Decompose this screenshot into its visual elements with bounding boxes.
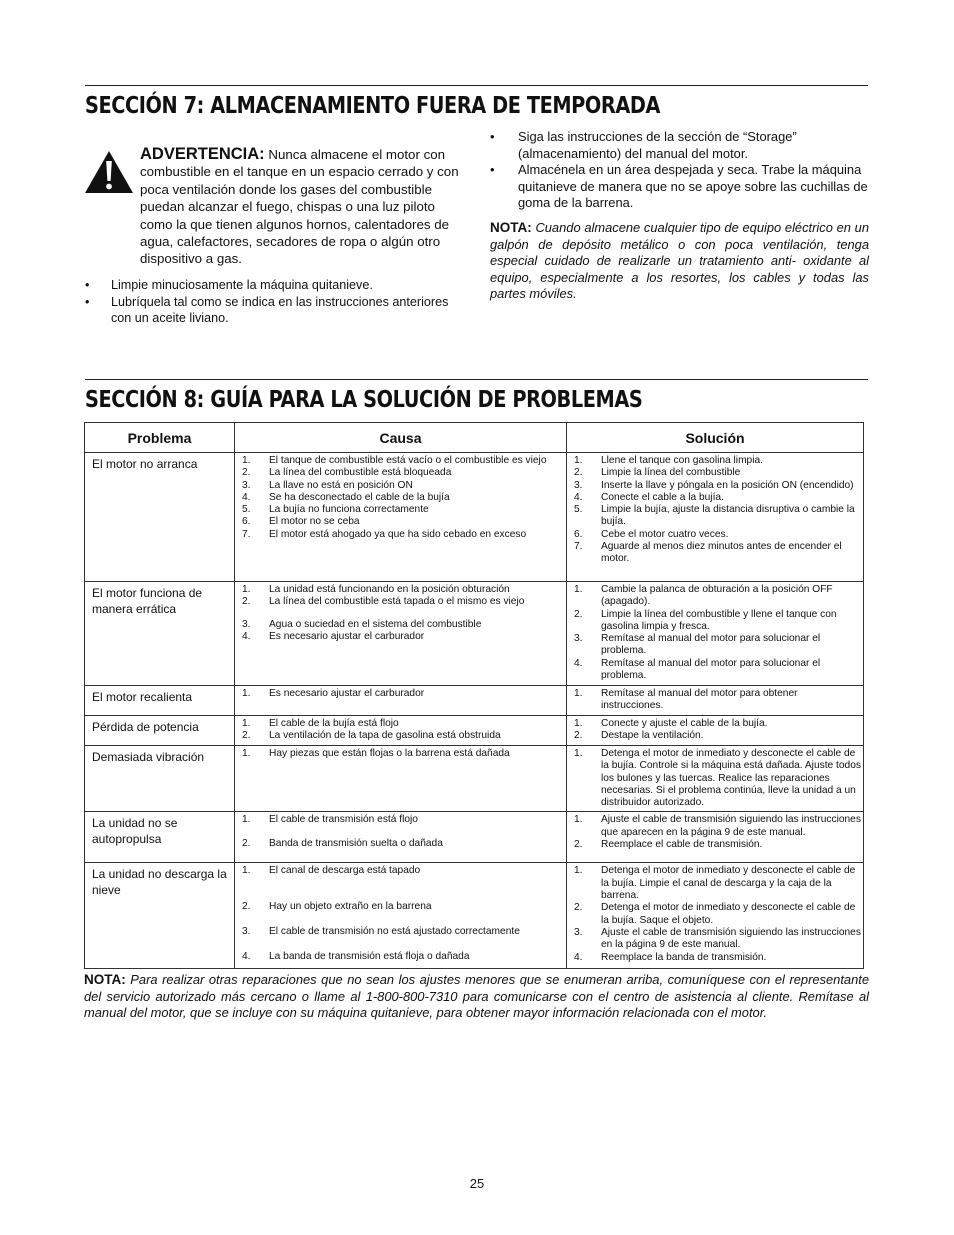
- storage-bullets-right: [490, 129, 870, 212]
- list-item-number: 1.: [242, 748, 251, 759]
- list-item-number: 5.: [574, 504, 583, 516]
- list-item-number: 3.: [242, 618, 251, 630]
- list-item: [235, 455, 566, 467]
- list-item-number: 1.: [574, 865, 583, 877]
- list-item-text: La bujía no funciona correctamente: [269, 504, 429, 516]
- list-item-text: Destape la ventilación.: [601, 730, 704, 742]
- solution-cell: [567, 716, 864, 746]
- list-item-text: Limpie la línea del combustible: [601, 467, 741, 479]
- list-item-number: 3.: [574, 926, 583, 938]
- list-item-text: Limpie la línea del combustible y llene el tanque con gasolina limpia y fresca.: [601, 608, 837, 632]
- list-item: [567, 541, 863, 566]
- list-item-text: Banda de transmisión suelta o dañada: [269, 837, 443, 849]
- list-item: [567, 718, 863, 730]
- solution-list: [567, 746, 863, 811]
- list-item-number: 3.: [574, 479, 583, 491]
- list-item: [567, 504, 863, 529]
- list-item: [567, 865, 863, 902]
- list-item-text: Cebe el motor cuatro veces.: [601, 528, 729, 540]
- list-item-number: 2.: [242, 837, 251, 849]
- solution-cell: [567, 863, 864, 969]
- solution-cell: [567, 812, 864, 863]
- list-item-number: 1.: [242, 718, 251, 729]
- list-item-number: 1.: [242, 865, 251, 877]
- list-item-number: 2.: [242, 900, 251, 912]
- problem-cell: El motor recalienta: [85, 686, 235, 716]
- table-row: [85, 582, 864, 686]
- cause-cell: [235, 746, 567, 812]
- problem-cell: La unidad no descarga la nieve: [85, 863, 235, 969]
- list-item-number: 1.: [574, 584, 583, 595]
- solution-list: [567, 686, 863, 715]
- bottom-note: [84, 972, 869, 1022]
- list-item: [567, 633, 863, 658]
- list-item-text: La llave no está en posición ON: [269, 479, 413, 491]
- table-row: [85, 812, 864, 863]
- solution-list: [567, 863, 863, 965]
- list-item-number: 6.: [242, 516, 251, 528]
- warning-triangle-icon: [84, 150, 134, 194]
- list-item-text: Conecte y ajuste el cable de la bujía.: [601, 718, 768, 729]
- list-item-text: Limpie la bujía, ajuste la distancia disruptiva o cambie la bujía.: [601, 504, 855, 528]
- list-item-number: 4.: [574, 491, 583, 503]
- problem-cell: La unidad no se autopropulsa: [85, 812, 235, 863]
- list-item: [567, 814, 863, 839]
- cause-list: [235, 746, 566, 762]
- list-item: [235, 619, 566, 631]
- list-item-number: 2.: [574, 608, 583, 620]
- list-item: [567, 902, 863, 927]
- list-item-number: 2.: [574, 839, 583, 851]
- list-item-number: 2.: [242, 596, 251, 608]
- table-row: [85, 453, 864, 582]
- cause-cell: [235, 863, 567, 969]
- list-item: [567, 748, 863, 809]
- list-item: [567, 480, 863, 492]
- cause-list: [235, 453, 566, 543]
- list-item: [235, 516, 566, 528]
- list-item: [567, 688, 863, 713]
- list-item: [235, 492, 566, 504]
- problem-cell: Pérdida de potencia: [85, 716, 235, 746]
- list-item: [235, 467, 566, 479]
- list-item: [567, 609, 863, 634]
- list-item: • Limpie minuciosamente la máquina quitanieve.: [85, 277, 465, 294]
- list-item: [235, 596, 566, 608]
- cause-cell: [235, 686, 567, 716]
- list-item-number: 3.: [242, 926, 251, 938]
- list-item: [235, 951, 566, 963]
- page-number: 25: [469, 1176, 485, 1191]
- list-item: [567, 529, 863, 541]
- list-item: [567, 658, 863, 683]
- list-item: [235, 584, 566, 596]
- list-item-number: 1.: [574, 718, 583, 729]
- list-item: [235, 901, 566, 913]
- section8-top-rule: [85, 379, 868, 380]
- storage-bullets-left: [85, 277, 465, 327]
- list-item-number: 1.: [574, 455, 583, 466]
- list-item-text: El cable de la bujía está flojo: [269, 718, 399, 729]
- list-item: [567, 730, 863, 742]
- list-item-text: Ajuste el cable de transmisión siguiendo las instrucciones en la página 9 de este manual.: [601, 926, 861, 951]
- list-item-text: Se ha desconectado el cable de la bujía: [269, 491, 450, 503]
- cause-list: [235, 716, 566, 745]
- list-item: [235, 865, 566, 877]
- list-item-text: Detenga el motor de inmediato y desconecte el cable de la bujía. Saque el objeto.: [601, 902, 856, 926]
- list-item-text: Ajuste el cable de transmisión siguiendo las instrucciones que aparecen en la página 9 de este manual.: [601, 814, 861, 838]
- list-item-number: 1.: [242, 455, 251, 466]
- list-item-text: Es necesario ajustar el carburador: [269, 688, 425, 699]
- solution-cell: [567, 453, 864, 582]
- list-item: [567, 927, 863, 952]
- list-item: [235, 748, 566, 760]
- list-item-text: Conecte el cable a la bujía.: [601, 491, 724, 503]
- solution-cell: [567, 746, 864, 812]
- list-item-number: 2.: [574, 467, 583, 479]
- list-item-text: Remítase al manual del motor para solucionar el problema.: [601, 633, 821, 657]
- list-item-text: Agua o suciedad en el sistema del combustible: [269, 618, 482, 630]
- list-item: [235, 926, 566, 938]
- list-item-number: 7.: [242, 528, 251, 540]
- list-item-text: Inserte la llave y póngala en la posición ON (encendido): [601, 479, 854, 491]
- list-item-number: 4.: [242, 491, 251, 503]
- cause-cell: [235, 812, 567, 863]
- solution-cell: [567, 686, 864, 716]
- list-item-number: 5.: [242, 504, 251, 516]
- storage-note: [490, 220, 869, 303]
- troubleshooting-table: [84, 422, 864, 969]
- list-item: • Lubríquela tal como se indica en las instrucciones anteriores con un aceite liviano.: [85, 294, 465, 327]
- list-item-text: La banda de transmisión está floja o dañada: [269, 951, 470, 963]
- list-item-number: 4.: [242, 630, 251, 642]
- list-item: [567, 839, 863, 851]
- note-label: NOTA:: [490, 220, 532, 235]
- list-item-text: Hay piezas que están flojas o la barrena está dañada: [269, 748, 510, 759]
- list-item: [567, 584, 863, 609]
- list-item-number: 2.: [574, 902, 583, 914]
- list-item-text: El cable de transmisión está flojo: [269, 814, 418, 826]
- list-item-text: Cambie la palanca de obturación a la posición OFF (apagado).: [601, 584, 833, 608]
- cause-list: [235, 686, 566, 702]
- list-item-number: 1.: [574, 748, 583, 759]
- problem-cell: El motor funciona de manera errática: [85, 582, 235, 686]
- cause-cell: [235, 582, 567, 686]
- list-item-number: 1.: [242, 688, 251, 699]
- solution-list: [567, 582, 863, 684]
- list-item-text: El motor está ahogado ya que ha sido cebado en exceso: [269, 528, 527, 540]
- list-item: [567, 952, 863, 964]
- note-body: Para realizar otras reparaciones que no sean los ajustes menores que se enumeran arriba, comuníquese con el representante del servicio autorizado más cercano o llame al 1-800-800-7310 para comunicarse con el centro de asistencia al cliente. Remítase al manual del motor, que se incluye con su máquina quitanieve, para obtener mayor información relacionada con el motor.: [84, 972, 869, 1021]
- list-item-text: El tanque de combustible está vacío o el combustible es viejo: [269, 455, 547, 466]
- note-body: Cuando almacene cualquier tipo de equipo eléctrico en un galpón de depósito metálico o con poca ventilación, tenga especial cuidado de realizarle un tratamiento anti- oxidante al equipo, especialmente a los resortes, los cables y todas las partes móviles.: [490, 220, 869, 302]
- list-item-number: 4.: [574, 657, 583, 669]
- list-item-number: 3.: [242, 479, 251, 491]
- section8-title: SECCIÓN 8: GUÍA PARA LA SOLUCIÓN DE PROBLEMAS: [85, 387, 643, 413]
- list-item: [567, 492, 863, 504]
- list-item-number: 4.: [574, 951, 583, 963]
- list-item-text: La línea del combustible está bloqueada: [269, 467, 452, 479]
- list-item-text: Hay un objeto extraño en la barrena: [269, 900, 432, 912]
- list-item: • Siga las instrucciones de la sección de “Storage” (almacenamiento) del manual del motor.: [490, 129, 870, 162]
- list-item-text: Remítase al manual del motor para obtener instrucciones.: [601, 688, 798, 712]
- list-item-text: La unidad está funcionando en la posición obturación: [269, 584, 510, 595]
- section7-title: SECCIÓN 7: ALMACENAMIENTO FUERA DE TEMPORADA: [85, 93, 661, 119]
- solution-list: [567, 716, 863, 745]
- list-item-text: El motor no se ceba: [269, 516, 360, 528]
- list-item: [235, 480, 566, 492]
- list-item-text: Detenga el motor de inmediato y desconecte el cable de la bujía. Controle si la máquina está dañada. Ajuste todos los bulones y las tuercas. Realice las reparaciones necesarias. Si el problema continúa, lleve la unidad a un distribuidor autorizado.: [601, 748, 861, 809]
- list-item-number: 1.: [574, 688, 583, 699]
- list-item-text: Detenga el motor de inmediato y desconecte el cable de la bujía. Limpie el canal de descarga y la caja de la barrena.: [601, 865, 856, 902]
- header-problem: Problema: [85, 423, 235, 453]
- list-item-number: 7.: [574, 541, 583, 553]
- list-item-number: 2.: [242, 730, 251, 742]
- list-item-text: La ventilación de la tapa de gasolina está obstruida: [269, 730, 501, 742]
- solution-list: [567, 812, 863, 853]
- cause-cell: [235, 453, 567, 582]
- solution-cell: [567, 582, 864, 686]
- list-item-number: 4.: [242, 951, 251, 963]
- list-item: [235, 814, 566, 826]
- list-item: [235, 504, 566, 516]
- list-item-text: Reemplace la banda de transmisión.: [601, 951, 767, 963]
- list-item-number: 6.: [574, 528, 583, 540]
- table-row: [85, 716, 864, 746]
- header-solution: Solución: [567, 423, 864, 453]
- list-item-number: 3.: [574, 633, 583, 645]
- list-item-text: Reemplace el cable de transmisión.: [601, 839, 763, 851]
- list-item: [235, 838, 566, 850]
- list-item-text: La línea del combustible está tapada o el mismo es viejo: [269, 596, 525, 608]
- cause-list: [235, 863, 566, 965]
- list-item-text: Llene el tanque con gasolina limpia.: [601, 455, 763, 466]
- list-item-text: Es necesario ajustar el carburador: [269, 630, 425, 642]
- list-item: [235, 529, 566, 541]
- list-item: [235, 718, 566, 730]
- list-item: [235, 631, 566, 643]
- list-item-number: 1.: [574, 814, 583, 826]
- list-item-number: 2.: [574, 730, 583, 742]
- note-label: NOTA:: [84, 972, 126, 987]
- list-item: [235, 730, 566, 742]
- header-cause: Causa: [235, 423, 567, 453]
- problem-cell: Demasiada vibración: [85, 746, 235, 812]
- table-header-row: [85, 423, 864, 453]
- table-row: [85, 686, 864, 716]
- solution-list: [567, 453, 863, 568]
- warning-paragraph: [140, 146, 462, 268]
- list-item: [235, 688, 566, 700]
- list-item-number: 2.: [242, 467, 251, 479]
- warning-label: ADVERTENCIA:: [140, 145, 265, 163]
- list-item-text: Remítase al manual del motor para solucionar el problema.: [601, 657, 821, 682]
- list-item-text: El canal de descarga está tapado: [269, 865, 421, 877]
- list-item: [567, 467, 863, 479]
- list-item: [567, 455, 863, 467]
- list-item-number: 1.: [242, 814, 251, 826]
- list-item: • Almacénela en un área despejada y seca. Trabe la máquina quitanieve de manera que no se apoye sobre las cuchillas de goma de la barrena.: [490, 162, 870, 212]
- table-row: [85, 863, 864, 969]
- cause-list: [235, 582, 566, 645]
- cause-cell: [235, 716, 567, 746]
- cause-list: [235, 812, 566, 852]
- list-item-text: Aguarde al menos diez minutos antes de encender el motor.: [601, 541, 842, 565]
- table-row: [85, 746, 864, 812]
- list-item-number: 1.: [242, 584, 251, 595]
- section7-top-rule: [85, 85, 868, 86]
- list-item-text: El cable de transmisión no está ajustado correctamente: [269, 926, 520, 938]
- problem-cell: El motor no arranca: [85, 453, 235, 582]
- warning-body: Nunca almacene el motor con combustible en el tanque en un espacio cerrado y con poca ventilación donde los gases del combustible puedan alcanzar el fuego, chispas o una luz piloto como la que tienen algunos hornos, calentadores de agua, calefactores, secadores de ropa o algún otro dispositivo a gas.: [140, 147, 459, 267]
